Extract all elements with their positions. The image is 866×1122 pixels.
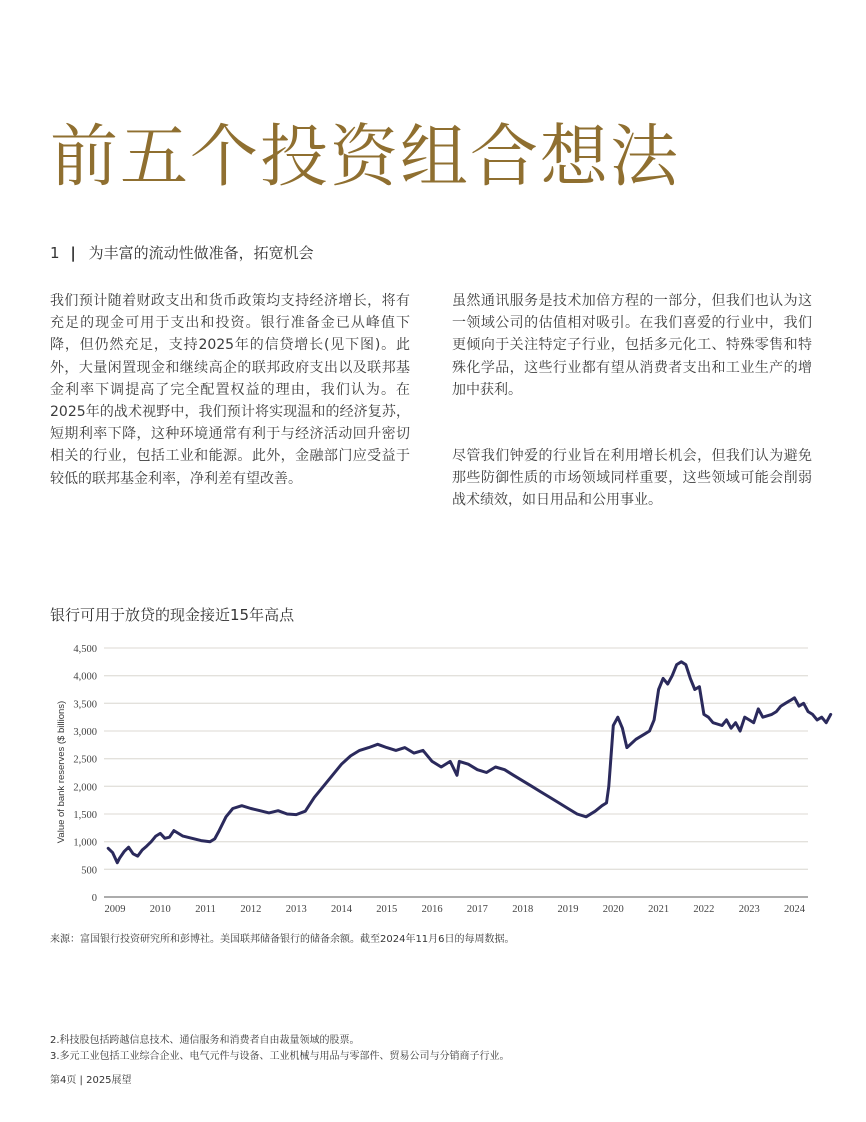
svg-text:2018: 2018 bbox=[512, 904, 534, 915]
svg-text:2011: 2011 bbox=[195, 904, 216, 915]
svg-text:2009: 2009 bbox=[104, 904, 126, 915]
svg-text:2010: 2010 bbox=[149, 904, 171, 915]
svg-text:2017: 2017 bbox=[466, 904, 488, 915]
svg-text:2020: 2020 bbox=[602, 904, 624, 915]
right-column bbox=[452, 290, 812, 556]
svg-text:2014: 2014 bbox=[331, 904, 352, 915]
paragraph: 我们预计随着财政支出和货币政策均支持经济增长，将有充足的现金可用于支出和投资。银行准备金已从峰值下降，但仍然充足，支持2025年的信贷增长(见下图)。此外，大量闲置现金和继续高企的联邦政府支出以及联邦基金利率下调提高了完全配置权益的理由，我们认为。在2025年的战术视野中，我们预计将实现温和的经济复苏，短期利率下降，这种环境通常有利于与经济活动回升密切相关的行业，包括工业和能源。此外，金融部门应受益于较低的联邦基金利率，净利差有望改善。 bbox=[50, 293, 410, 487]
chart-title: 银行可用于放贷的现金接近15年高点 bbox=[50, 606, 295, 624]
svg-text:2023: 2023 bbox=[738, 904, 760, 915]
y-axis-label: Value of bank reserves ($ billions) bbox=[56, 700, 67, 844]
y-axis-ticks bbox=[73, 644, 97, 904]
svg-text:2,000: 2,000 bbox=[73, 782, 97, 794]
svg-text:2021: 2021 bbox=[648, 904, 670, 915]
svg-text:2024: 2024 bbox=[784, 904, 805, 915]
svg-text:4,500: 4,500 bbox=[73, 644, 97, 655]
footnote: 3.多元工业包括工业综合企业、电气元件与设备、工业机械与用品与零部件、贸易公司与分销商子行业。 bbox=[50, 1051, 510, 1062]
page-footer: 第4页 | 2025展望 bbox=[50, 1075, 132, 1086]
x-axis-ticks bbox=[105, 904, 806, 915]
paragraph: 虽然通讯服务是技术加倍方程的一部分，但我们也认为这一领域公司的估值相对吸引。在我们喜爱的行业中，我们更倾向于关注特定子行业，包括多元化工、特殊零售和特殊化学品，这些行业都有望从消费者支出和工业生产的增加中获利。 bbox=[452, 293, 812, 398]
svg-text:2012: 2012 bbox=[240, 904, 262, 915]
svg-text:2,500: 2,500 bbox=[73, 754, 97, 766]
svg-text:4,000: 4,000 bbox=[73, 671, 97, 683]
page-title: 前五个投资组合想法 bbox=[50, 118, 681, 197]
svg-text:3,500: 3,500 bbox=[73, 699, 97, 711]
svg-text:2022: 2022 bbox=[693, 904, 715, 915]
section-title: 为丰富的流动性做准备，拓宽机会 bbox=[88, 244, 314, 262]
paragraph: 尽管我们钟爱的行业旨在利用增长机会，但我们认为避免那些防御性质的市场领域同样重要，这些领域可能会削弱战术绩效，如日用品和公用事业。 bbox=[452, 448, 812, 509]
svg-text:2016: 2016 bbox=[421, 904, 443, 915]
svg-text:2015: 2015 bbox=[376, 904, 398, 915]
footnotes bbox=[50, 1033, 510, 1065]
bank-reserves-line-chart bbox=[0, 630, 866, 920]
svg-text:1,000: 1,000 bbox=[73, 837, 97, 849]
svg-text:1,500: 1,500 bbox=[73, 810, 97, 821]
footnote: 2.科技股包括跨越信息技术、通信服务和消费者自由裁量领域的股票。 bbox=[50, 1035, 360, 1046]
section-separator: | bbox=[70, 244, 76, 262]
svg-text:3,000: 3,000 bbox=[73, 727, 97, 738]
svg-text:2019: 2019 bbox=[557, 904, 579, 915]
chart-source-note: 来源：富国银行投资研究所和彭博社。美国联邦储备银行的储备余额。截至2024年11月6日的每周数据。 bbox=[50, 934, 515, 945]
svg-text:0: 0 bbox=[91, 893, 97, 904]
section-number: 1 bbox=[50, 244, 60, 262]
bank-reserves-series-line bbox=[108, 662, 831, 863]
section-heading bbox=[50, 242, 314, 263]
svg-text:2013: 2013 bbox=[285, 904, 307, 915]
svg-text:500: 500 bbox=[81, 865, 97, 877]
left-column bbox=[50, 290, 410, 534]
